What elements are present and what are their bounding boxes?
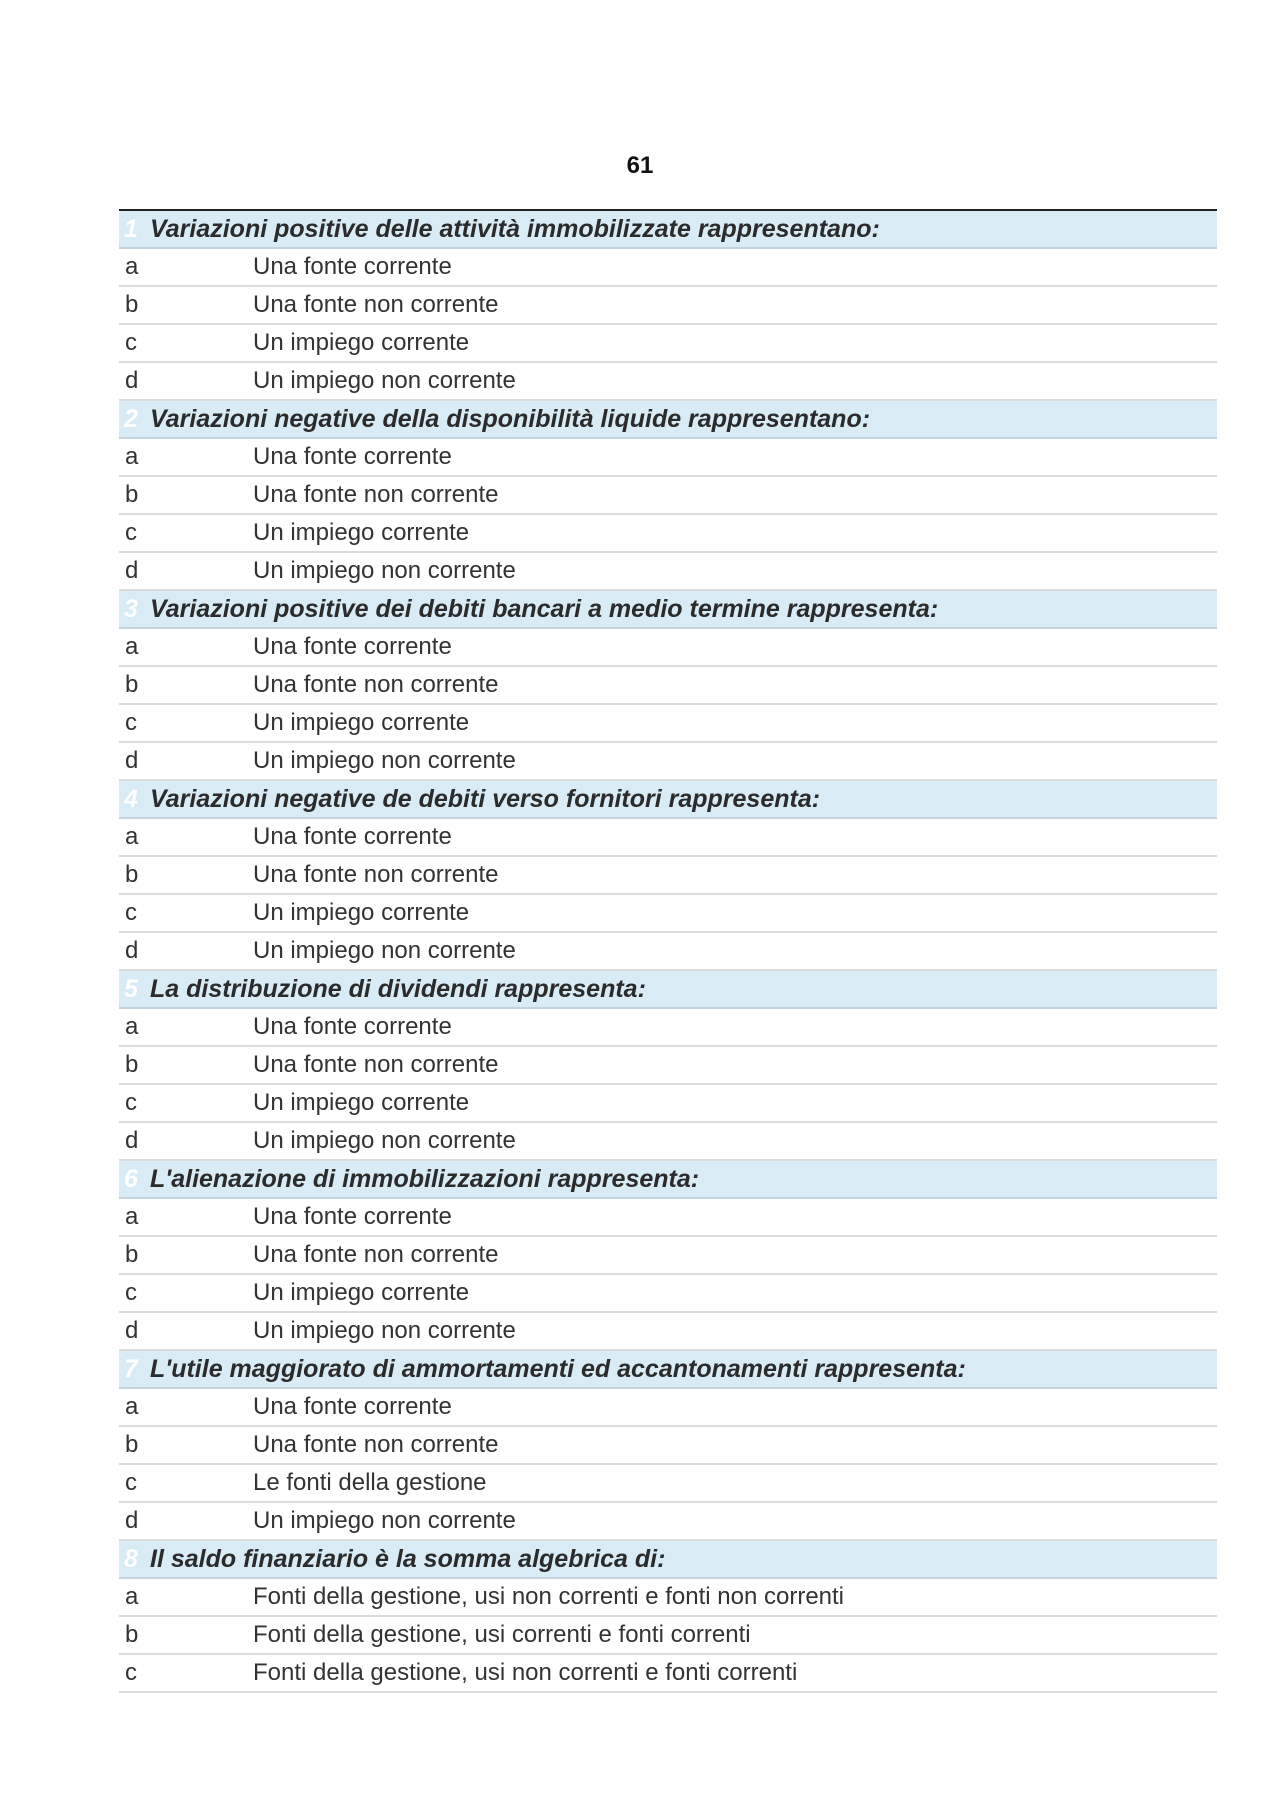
question-block xyxy=(119,1351,1217,1541)
option-text: Un impiego corrente xyxy=(253,709,470,736)
option-letter: d xyxy=(125,1317,139,1344)
question-number: 3 xyxy=(124,594,138,623)
answer-option xyxy=(119,1199,1217,1237)
answer-option xyxy=(119,1047,1217,1085)
question-block xyxy=(119,1161,1217,1351)
option-letter: c xyxy=(125,899,137,926)
answer-option xyxy=(119,895,1217,933)
option-letter: b xyxy=(125,291,139,318)
answer-option xyxy=(119,1503,1217,1541)
option-letter: d xyxy=(125,367,139,394)
answer-option xyxy=(119,363,1217,401)
question-block xyxy=(119,401,1217,591)
option-text: Una fonte corrente xyxy=(253,1203,452,1230)
option-letter: a xyxy=(125,1393,139,1420)
question-header xyxy=(119,971,1217,1009)
option-text: Un impiego non corrente xyxy=(253,367,516,394)
option-letter: b xyxy=(125,1621,139,1648)
option-letter: b xyxy=(125,671,139,698)
answer-option xyxy=(119,477,1217,515)
option-text: Le fonti della gestione xyxy=(253,1469,487,1496)
answer-option xyxy=(119,1579,1217,1617)
answer-option xyxy=(119,857,1217,895)
option-text: Una fonte corrente xyxy=(253,823,452,850)
option-text: Un impiego corrente xyxy=(253,1089,470,1116)
answer-option xyxy=(119,1655,1217,1693)
option-letter: c xyxy=(125,709,137,736)
answer-option xyxy=(119,1237,1217,1275)
option-letter: c xyxy=(125,1469,137,1496)
question-header xyxy=(119,1541,1217,1579)
question-number: 7 xyxy=(124,1354,138,1383)
question-block xyxy=(119,591,1217,781)
answer-option xyxy=(119,1275,1217,1313)
option-letter: c xyxy=(125,1659,137,1686)
question-number: 8 xyxy=(124,1544,138,1573)
option-letter: c xyxy=(125,1089,137,1116)
question-block xyxy=(119,781,1217,971)
question-text: La distribuzione di dividendi rappresenta: xyxy=(150,974,646,1003)
question-block xyxy=(119,211,1217,401)
question-text: Il saldo finanziario è la somma algebrica di: xyxy=(150,1544,666,1573)
question-header xyxy=(119,781,1217,819)
option-letter: d xyxy=(125,1507,139,1534)
question-header xyxy=(119,211,1217,249)
answer-option xyxy=(119,1313,1217,1351)
option-letter: a xyxy=(125,823,139,850)
answer-option xyxy=(119,439,1217,477)
answer-option xyxy=(119,1123,1217,1161)
answer-option xyxy=(119,667,1217,705)
option-letter: c xyxy=(125,329,137,356)
question-number: 1 xyxy=(124,214,138,243)
option-text: Una fonte corrente xyxy=(253,1013,452,1040)
option-letter: a xyxy=(125,1583,139,1610)
option-text: Un impiego non corrente xyxy=(253,557,516,584)
option-text: Una fonte corrente xyxy=(253,443,452,470)
answer-option xyxy=(119,1009,1217,1047)
option-text: Un impiego non corrente xyxy=(253,1127,516,1154)
option-letter: c xyxy=(125,519,137,546)
question-block xyxy=(119,971,1217,1161)
answer-option xyxy=(119,819,1217,857)
question-text: Variazioni negative della disponibilità liquide rappresentano: xyxy=(150,404,871,433)
option-text: Una fonte corrente xyxy=(253,1393,452,1420)
option-text: Un impiego corrente xyxy=(253,519,470,546)
answer-option xyxy=(119,249,1217,287)
option-text: Una fonte non corrente xyxy=(253,861,499,888)
option-text: Una fonte non corrente xyxy=(253,1431,499,1458)
question-header xyxy=(119,401,1217,439)
option-text: Fonti della gestione, usi correnti e fonti correnti xyxy=(253,1621,751,1648)
question-text: Variazioni positive delle attività immobilizzate rappresentano: xyxy=(150,214,880,243)
option-letter: d xyxy=(125,557,139,584)
answer-option xyxy=(119,933,1217,971)
option-text: Una fonte non corrente xyxy=(253,671,499,698)
option-text: Una fonte corrente xyxy=(253,253,452,280)
answer-option xyxy=(119,629,1217,667)
option-text: Un impiego non corrente xyxy=(253,747,516,774)
answer-option xyxy=(119,705,1217,743)
option-text: Un impiego corrente xyxy=(253,329,470,356)
option-text: Fonti della gestione, usi non correnti e fonti correnti xyxy=(253,1659,798,1686)
question-header xyxy=(119,1351,1217,1389)
answer-option xyxy=(119,1085,1217,1123)
option-text: Una fonte non corrente xyxy=(253,1051,499,1078)
option-letter: a xyxy=(125,253,139,280)
answer-option xyxy=(119,1465,1217,1503)
question-number: 5 xyxy=(124,974,138,1003)
answer-option xyxy=(119,1427,1217,1465)
option-letter: d xyxy=(125,747,139,774)
option-letter: b xyxy=(125,481,139,508)
option-text: Una fonte non corrente xyxy=(253,291,499,318)
option-text: Un impiego non corrente xyxy=(253,1317,516,1344)
answer-option xyxy=(119,515,1217,553)
question-header xyxy=(119,1161,1217,1199)
option-letter: a xyxy=(125,1203,139,1230)
answer-option xyxy=(119,1617,1217,1655)
option-letter: a xyxy=(125,1013,139,1040)
question-text: L'utile maggiorato di ammortamenti ed accantonamenti rappresenta: xyxy=(150,1354,966,1383)
option-text: Un impiego non corrente xyxy=(253,1507,516,1534)
option-letter: b xyxy=(125,1241,139,1268)
question-number: 6 xyxy=(124,1164,138,1193)
answer-option xyxy=(119,743,1217,781)
option-text: Un impiego corrente xyxy=(253,899,470,926)
question-number: 2 xyxy=(124,404,138,433)
option-letter: d xyxy=(125,937,139,964)
answer-option xyxy=(119,287,1217,325)
question-header xyxy=(119,591,1217,629)
question-text: Variazioni negative de debiti verso fornitori rappresenta: xyxy=(150,784,821,813)
option-letter: c xyxy=(125,1279,137,1306)
option-letter: d xyxy=(125,1127,139,1154)
question-text: Variazioni positive dei debiti bancari a medio termine rappresenta: xyxy=(150,594,939,623)
option-text: Una fonte non corrente xyxy=(253,1241,499,1268)
question-text: L'alienazione di immobilizzazioni rappresenta: xyxy=(150,1164,700,1193)
option-letter: b xyxy=(125,1431,139,1458)
quiz-table xyxy=(119,209,1217,1693)
option-text: Una fonte corrente xyxy=(253,633,452,660)
option-text: Una fonte non corrente xyxy=(253,481,499,508)
option-letter: a xyxy=(125,443,139,470)
option-letter: b xyxy=(125,1051,139,1078)
question-block xyxy=(119,1541,1217,1693)
option-text: Un impiego corrente xyxy=(253,1279,470,1306)
page-number: 61 xyxy=(626,152,654,179)
option-text: Fonti della gestione, usi non correnti e fonti non correnti xyxy=(253,1583,845,1610)
option-letter: b xyxy=(125,861,139,888)
answer-option xyxy=(119,553,1217,591)
answer-option xyxy=(119,325,1217,363)
option-letter: a xyxy=(125,633,139,660)
answer-option xyxy=(119,1389,1217,1427)
question-number: 4 xyxy=(124,784,138,813)
option-text: Un impiego non corrente xyxy=(253,937,516,964)
